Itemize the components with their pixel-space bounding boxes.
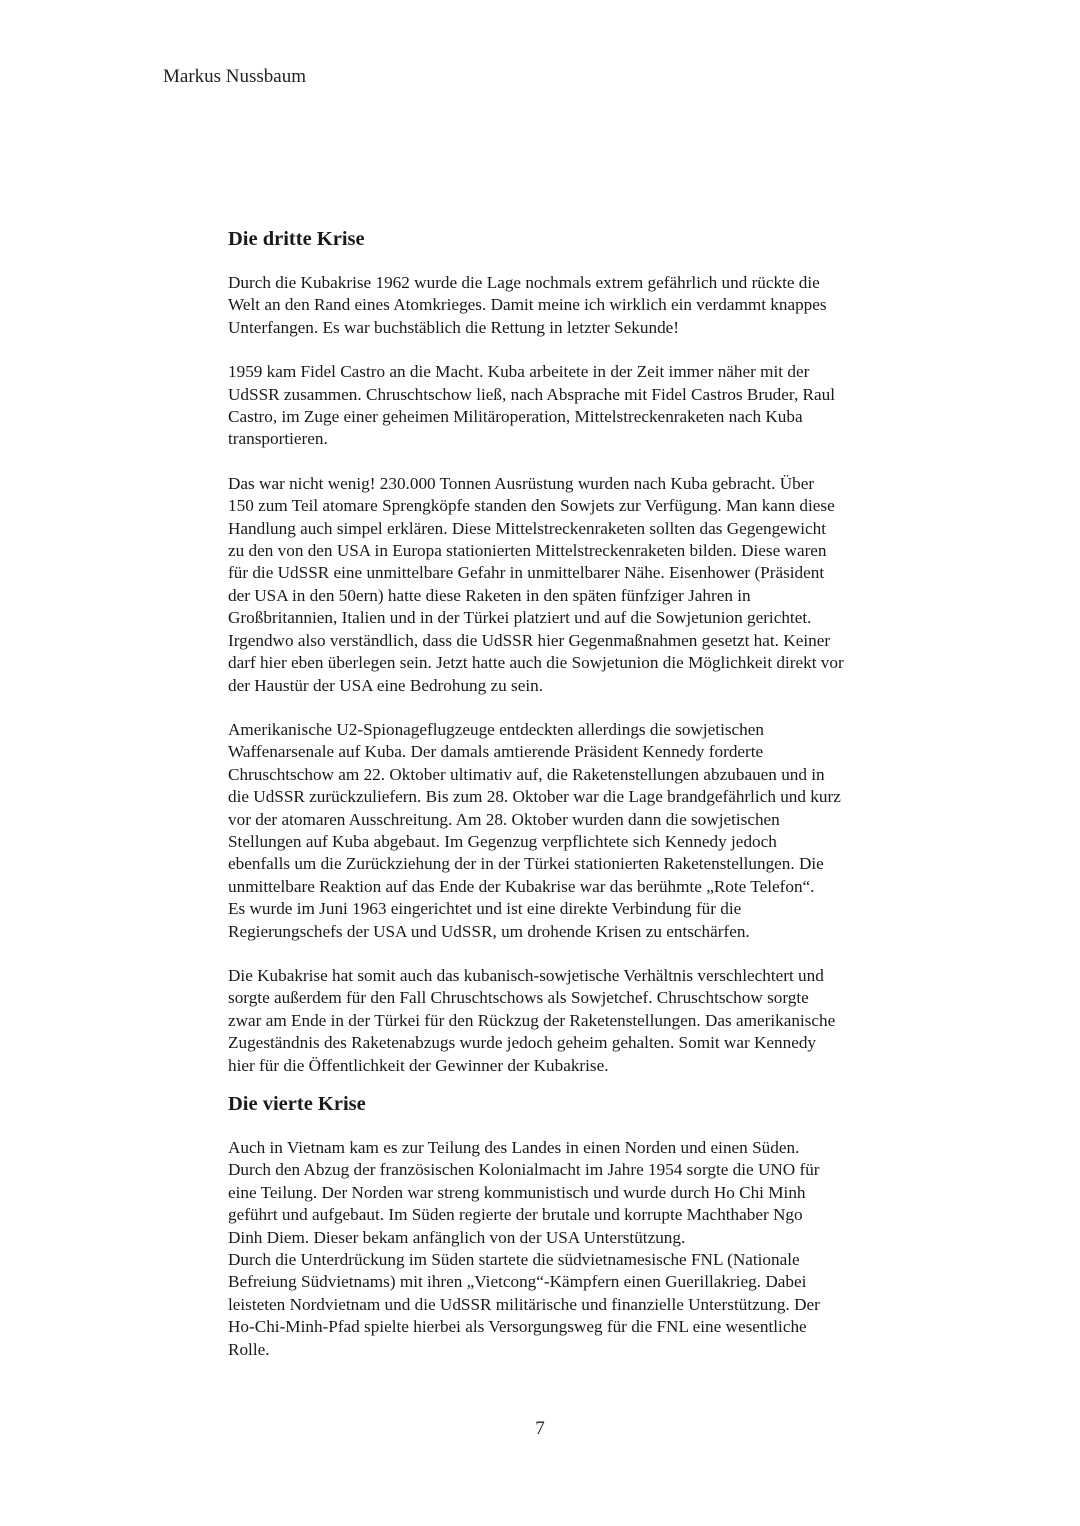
text-line: Durch den Abzug der französischen Kolonialmacht im Jahre 1954 sorgte die UNO für [228, 1160, 820, 1180]
text-line: 150 zum Teil atomare Sprengköpfe standen den Sowjets zur Verfügung. Man kann diese [228, 496, 835, 516]
text-line: Es wurde im Juni 1963 eingerichtet und ist eine direkte Verbindung für die [228, 899, 742, 919]
text-line: Regierungschefs der USA und UdSSR, um drohende Krisen zu entschärfen. [228, 921, 750, 941]
text-line: der Haustür der USA eine Bedrohung zu sein. [228, 675, 544, 695]
text-line: transportieren. [228, 429, 328, 449]
text-line: Irgendwo also verständlich, dass die UdSSR hier Gegenmaßnahmen gesetzt hat. Keiner [228, 630, 831, 650]
text-line: leisteten Nordvietnam und die UdSSR militärische und finanzielle Unterstützung. Der [228, 1294, 820, 1314]
page-number: 7 [535, 1418, 545, 1439]
section-heading-vierte-krise: Die vierte Krise [228, 1093, 366, 1115]
text-line: Durch die Unterdrückung im Süden startete die südvietnamesische FNL (Nationale [228, 1250, 800, 1270]
text-line: unmittelbare Reaktion auf das Ende der Kubakrise war das berühmte „Rote Telefon“. [228, 876, 815, 896]
text-line: zu den von den USA in Europa stationierten Mittelstreckenraketen bilden. Diese waren [228, 541, 827, 561]
paragraph [228, 719, 920, 943]
text-line: Rolle. [228, 1339, 270, 1359]
text-line: für die UdSSR eine unmittelbare Gefahr in unmittelbarer Nähe. Eisenhower (Präsident [228, 563, 825, 583]
text-line: hier für die Öffentlichkeit der Gewinner der Kubakrise. [228, 1055, 609, 1075]
text-line: Waffenarsenale auf Kuba. Der damals amtierende Präsident Kennedy forderte [228, 742, 764, 762]
text-line: vor der atomaren Ausschreitung. Am 28. Oktober wurden dann die sowjetischen [228, 809, 780, 829]
text-line: Welt an den Rand eines Atomkrieges. Damit meine ich wirklich ein verdammt knappes [228, 295, 827, 315]
paragraph [228, 965, 920, 1077]
paragraph [228, 361, 920, 451]
header-author: Markus Nussbaum [163, 66, 307, 87]
paragraph [228, 1137, 920, 1361]
text-line: UdSSR zusammen. Chruschtschow ließ, nach Absprache mit Fidel Castros Bruder, Raul [228, 384, 835, 404]
text-line: Das war nicht wenig! 230.000 Tonnen Ausrüstung wurden nach Kuba gebracht. Über [228, 473, 815, 493]
text-line: Dinh Diem. Dieser bekam anfänglich von der USA Unterstützung. [228, 1227, 686, 1247]
text-line: 1959 kam Fidel Castro an die Macht. Kuba arbeitete in der Zeit immer näher mit der [228, 362, 810, 382]
text-line: Die Kubakrise hat somit auch das kubanisch-sowjetische Verhältnis verschlechtert und [228, 965, 824, 985]
text-line: Castro, im Zuge einer geheimen Militäroperation, Mittelstreckenraketen nach Kuba [228, 407, 803, 427]
paragraph [228, 473, 920, 697]
text-line: Chruschtschow am 22. Oktober ultimativ auf, die Raketenstellungen abzubauen und in [228, 764, 825, 784]
text-line: Durch die Kubakrise 1962 wurde die Lage nochmals extrem gefährlich und rückte die [228, 273, 820, 292]
text-line: Auch in Vietnam kam es zur Teilung des Landes in einen Norden und einen Süden. [228, 1138, 800, 1157]
text-line: Großbritannien, Italien und in der Türkei platziert und auf die Sowjetunion gerichtet. [228, 608, 812, 628]
text-line: eine Teilung. Der Norden war streng kommunistisch und wurde durch Ho Chi Minh [228, 1182, 806, 1202]
text-line: Unterfangen. Es war buchstäblich die Rettung in letzter Sekunde! [228, 317, 680, 337]
text-line: ebenfalls um die Zurückziehung der in der Türkei stationierten Raketenstellungen. Die [228, 854, 824, 874]
text-line: Ho-Chi-Minh-Pfad spielte hierbei als Versorgungsweg für die FNL eine wesentliche [228, 1317, 807, 1337]
text-line: Befreiung Südvietnams) mit ihren „Vietcong“-Kämpfern einen Guerillakrieg. Dabei [228, 1272, 807, 1292]
text-line: geführt und aufgebaut. Im Süden regierte der brutale und korrupte Machthaber Ngo [228, 1205, 803, 1225]
text-line: der USA in den 50ern) hatte diese Raketen in den späten fünfziger Jahren in [228, 585, 751, 605]
section-heading-dritte-krise: Die dritte Krise [228, 228, 365, 250]
document-body [228, 226, 920, 1361]
text-line: Stellungen auf Kuba abgebaut. Im Gegenzug verpflichtete sich Kennedy jedoch [228, 831, 777, 851]
text-line: die UdSSR zurückzuliefern. Bis zum 28. Oktober war die Lage brandgefährlich und kurz [228, 787, 841, 807]
paragraph [228, 272, 920, 339]
text-line: Handlung auch simpel erklären. Diese Mittelstreckenraketen sollten das Gegengewicht [228, 518, 827, 538]
text-line: Zugeständnis des Raketenabzugs wurde jedoch geheim gehalten. Somit war Kennedy [228, 1033, 817, 1053]
text-line: zwar am Ende in der Türkei für den Rückzug der Raketenstellungen. Das amerikanische [228, 1010, 836, 1030]
text-line: Amerikanische U2-Spionageflugzeuge entdeckten allerdings die sowjetischen [228, 719, 764, 739]
text-line: darf hier eben überlegen sein. Jetzt hatte auch die Sowjetunion die Möglichkeit direkt vor [228, 653, 844, 673]
text-line: sorgte außerdem für den Fall Chruschtschows als Sowjetchef. Chruschtschow sorgte [228, 988, 809, 1008]
